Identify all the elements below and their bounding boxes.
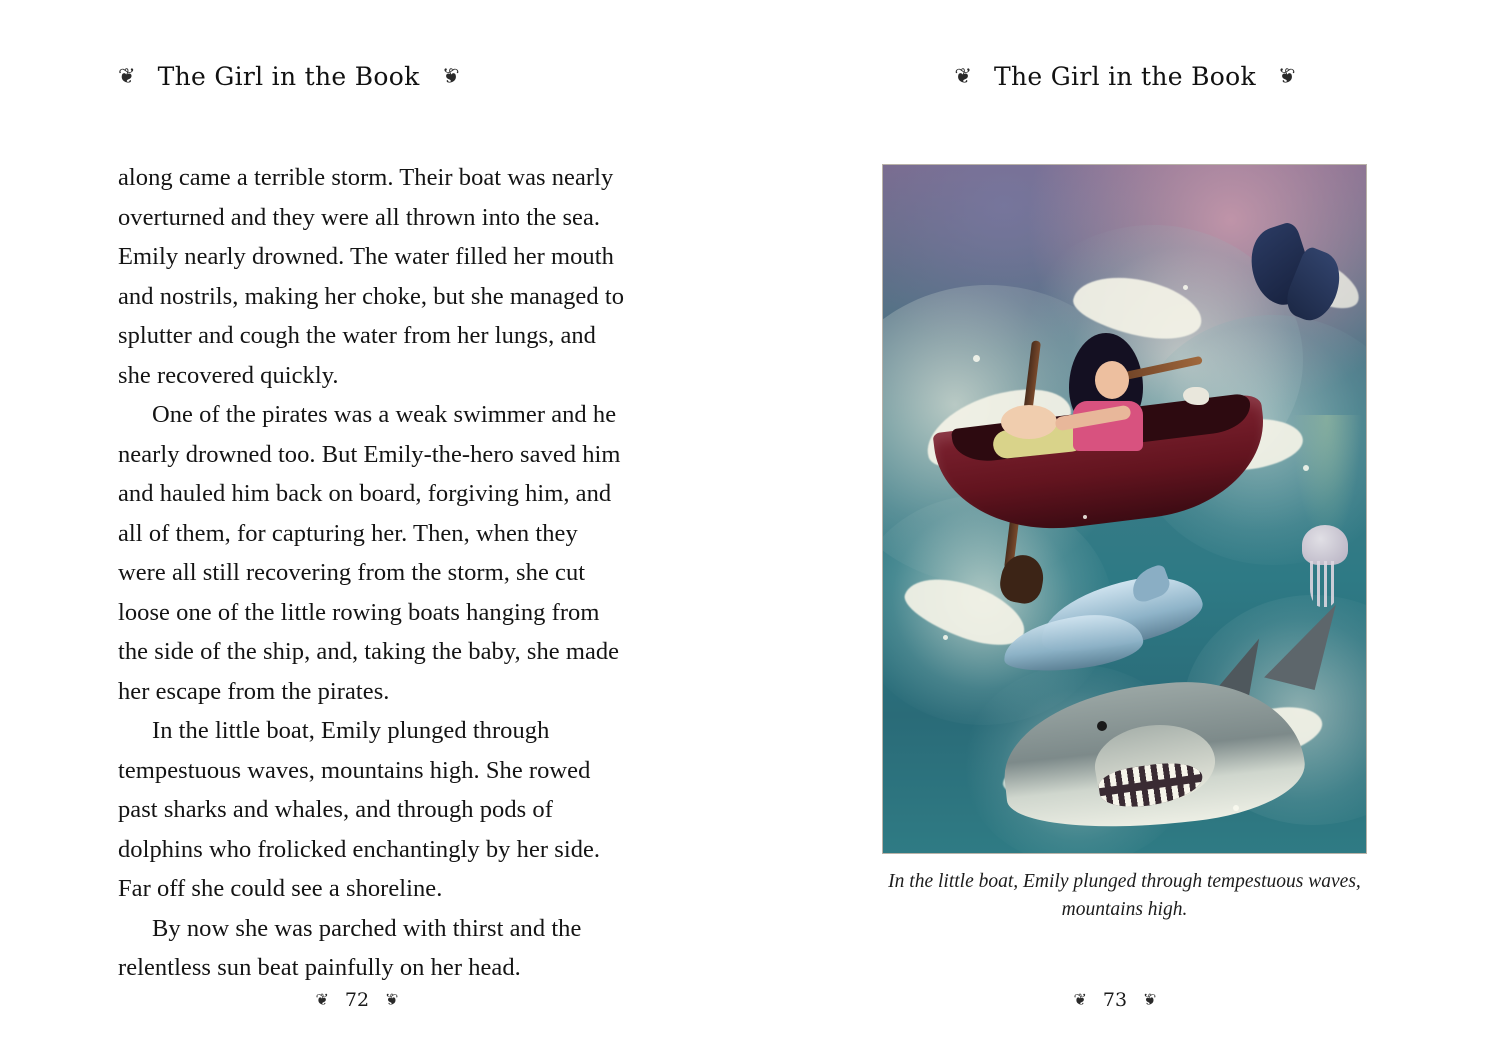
girl-face-shape: [1095, 361, 1129, 399]
shark-eye-shape: [1097, 721, 1107, 731]
folio-ornament-left-icon: ❦: [315, 990, 329, 1009]
bird-icon: [1183, 387, 1209, 405]
page-number: 72: [344, 989, 370, 1011]
ornament-right-icon: ❦: [441, 64, 460, 88]
right-page: [750, 0, 1500, 1059]
folio-ornament-right-icon: ❦: [1143, 990, 1157, 1009]
baby-figure: [1001, 405, 1057, 439]
spray-dot: [1303, 465, 1309, 471]
spray-dot: [1083, 515, 1087, 519]
paragraph: One of the pirates was a weak swimmer and he nearly drowned too. But Emily-the-hero saved him and hauled him back on board, forgiving him, and all of them, for capturing her. Then, when they were all still recovering from the storm, she cut loose one of the little rowing boats hanging from the side of the ship, and, taking the baby, she made her escape from the pirates.: [118, 401, 621, 705]
page-number: 73: [1102, 989, 1128, 1011]
illustration-frame: [882, 164, 1367, 854]
running-head-right: [750, 62, 1500, 91]
running-head-title: The Girl in the Book: [994, 62, 1256, 91]
folio-ornament-left-icon: ❦: [1073, 990, 1087, 1009]
spray-dot: [943, 635, 948, 640]
folio-right: [740, 989, 1490, 1011]
ornament-left-icon: ❦: [954, 64, 973, 88]
folio-left: [0, 989, 732, 1011]
spray-dot: [973, 355, 980, 362]
paragraph: along came a terrible storm. Their boat was nearly overturned and they were all thrown into the sea. Emily nearly drowned. The water filled her mouth and nostrils, making her choke, but she managed to splutter and cough the water from her lungs, and she recovered quickly.: [118, 164, 624, 389]
paragraph: In the little boat, Emily plunged through tempestuous waves, mountains high. She rowed past sharks and whales, and through pods of dolphins who frolicked enchantingly by her side. Far off she could see a shoreline.: [118, 717, 601, 902]
girl-rowing-boat-illustration: [883, 165, 1366, 853]
paragraph: By now she was parched with thirst and the relentless sun beat painfully on her head.: [118, 914, 582, 981]
spray-dot: [1183, 285, 1188, 290]
ornament-right-icon: ❦: [1277, 64, 1296, 88]
jellyfish-figure: [1302, 525, 1348, 565]
illustration-caption: In the little boat, Emily plunged through tempestuous waves, mountains high.: [888, 871, 1361, 920]
spray-dot: [1233, 805, 1239, 811]
jellyfish-tentacles-shape: [1310, 561, 1338, 607]
whale-tail-icon: [1248, 227, 1344, 347]
running-head-left: [0, 62, 868, 91]
ornament-left-icon: ❦: [118, 64, 136, 88]
folio-ornament-right-icon: ❦: [385, 990, 399, 1009]
running-head-title: The Girl in the Book: [157, 62, 420, 91]
body-text-column: [118, 158, 626, 988]
